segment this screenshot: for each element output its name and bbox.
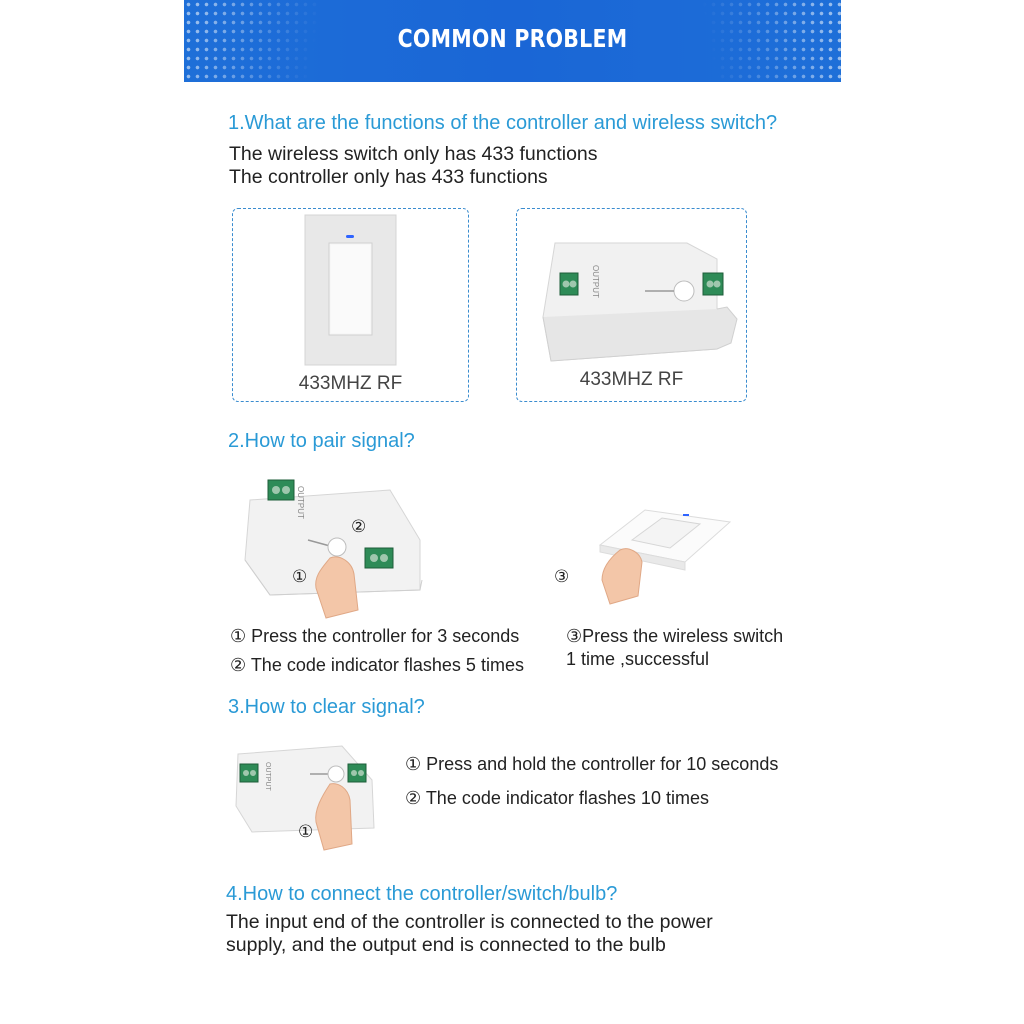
header-banner	[184, 0, 841, 82]
clear-button-icon	[328, 766, 344, 782]
pair-step-3-line-1: ③Press the wireless switch	[566, 626, 784, 646]
controller-output-label: OUTPUT	[591, 265, 600, 298]
pair-step-2: ② The code indicator flashes 5 times	[230, 655, 524, 675]
pair-button-icon	[674, 281, 694, 301]
pair-step-1: ① Press the controller for 3 seconds	[230, 626, 520, 646]
pair-controller-image	[240, 470, 440, 620]
switch-product-card	[232, 208, 469, 402]
question-1-line-2: The controller only has 433 functions	[229, 166, 548, 188]
switch-caption: 433MHZ RF	[298, 373, 403, 394]
question-1-title: 1.What are the functions of the controller and wireless switch?	[228, 112, 778, 134]
question-4-line-1: The input end of the controller is connected to the power	[226, 911, 713, 933]
banner-title: COMMON PROBLEM	[397, 24, 628, 53]
pair-step-3-line-2: 1 time ,successful	[566, 649, 710, 669]
clear-step-1: ① Press and hold the controller for 10 seconds	[405, 754, 779, 774]
pair-output-label: OUTPUT	[296, 486, 305, 519]
question-1-line-1: The wireless switch only has 433 functions	[229, 143, 598, 165]
input-terminal-icon	[268, 480, 294, 500]
pair-switch-image	[550, 500, 740, 615]
clear-marker-1: ①	[298, 822, 314, 841]
question-4-title: 4.How to connect the controller/switch/bulb?	[226, 883, 618, 905]
finger-icon	[602, 549, 642, 604]
output-terminal-icon	[365, 548, 393, 568]
pair-marker-2: ②	[351, 517, 367, 536]
blue-led-icon	[346, 235, 354, 238]
controller-product-card	[516, 208, 747, 402]
blue-led-icon	[683, 514, 689, 516]
clear-controller-image	[232, 740, 392, 855]
pair-marker-3: ③	[554, 567, 570, 586]
question-3-title: 3.How to clear signal?	[228, 696, 425, 718]
question-2-title: 2.How to pair signal?	[228, 430, 415, 452]
pair-marker-1: ①	[292, 567, 308, 586]
question-4-line-2: supply, and the output end is connected to the bulb	[226, 934, 666, 956]
controller-caption: 433MHZ RF	[579, 369, 684, 390]
pair-button-icon	[328, 538, 346, 556]
clear-step-2: ② The code indicator flashes 10 times	[405, 788, 709, 808]
clear-output-label: OUTPUT	[264, 762, 271, 791]
